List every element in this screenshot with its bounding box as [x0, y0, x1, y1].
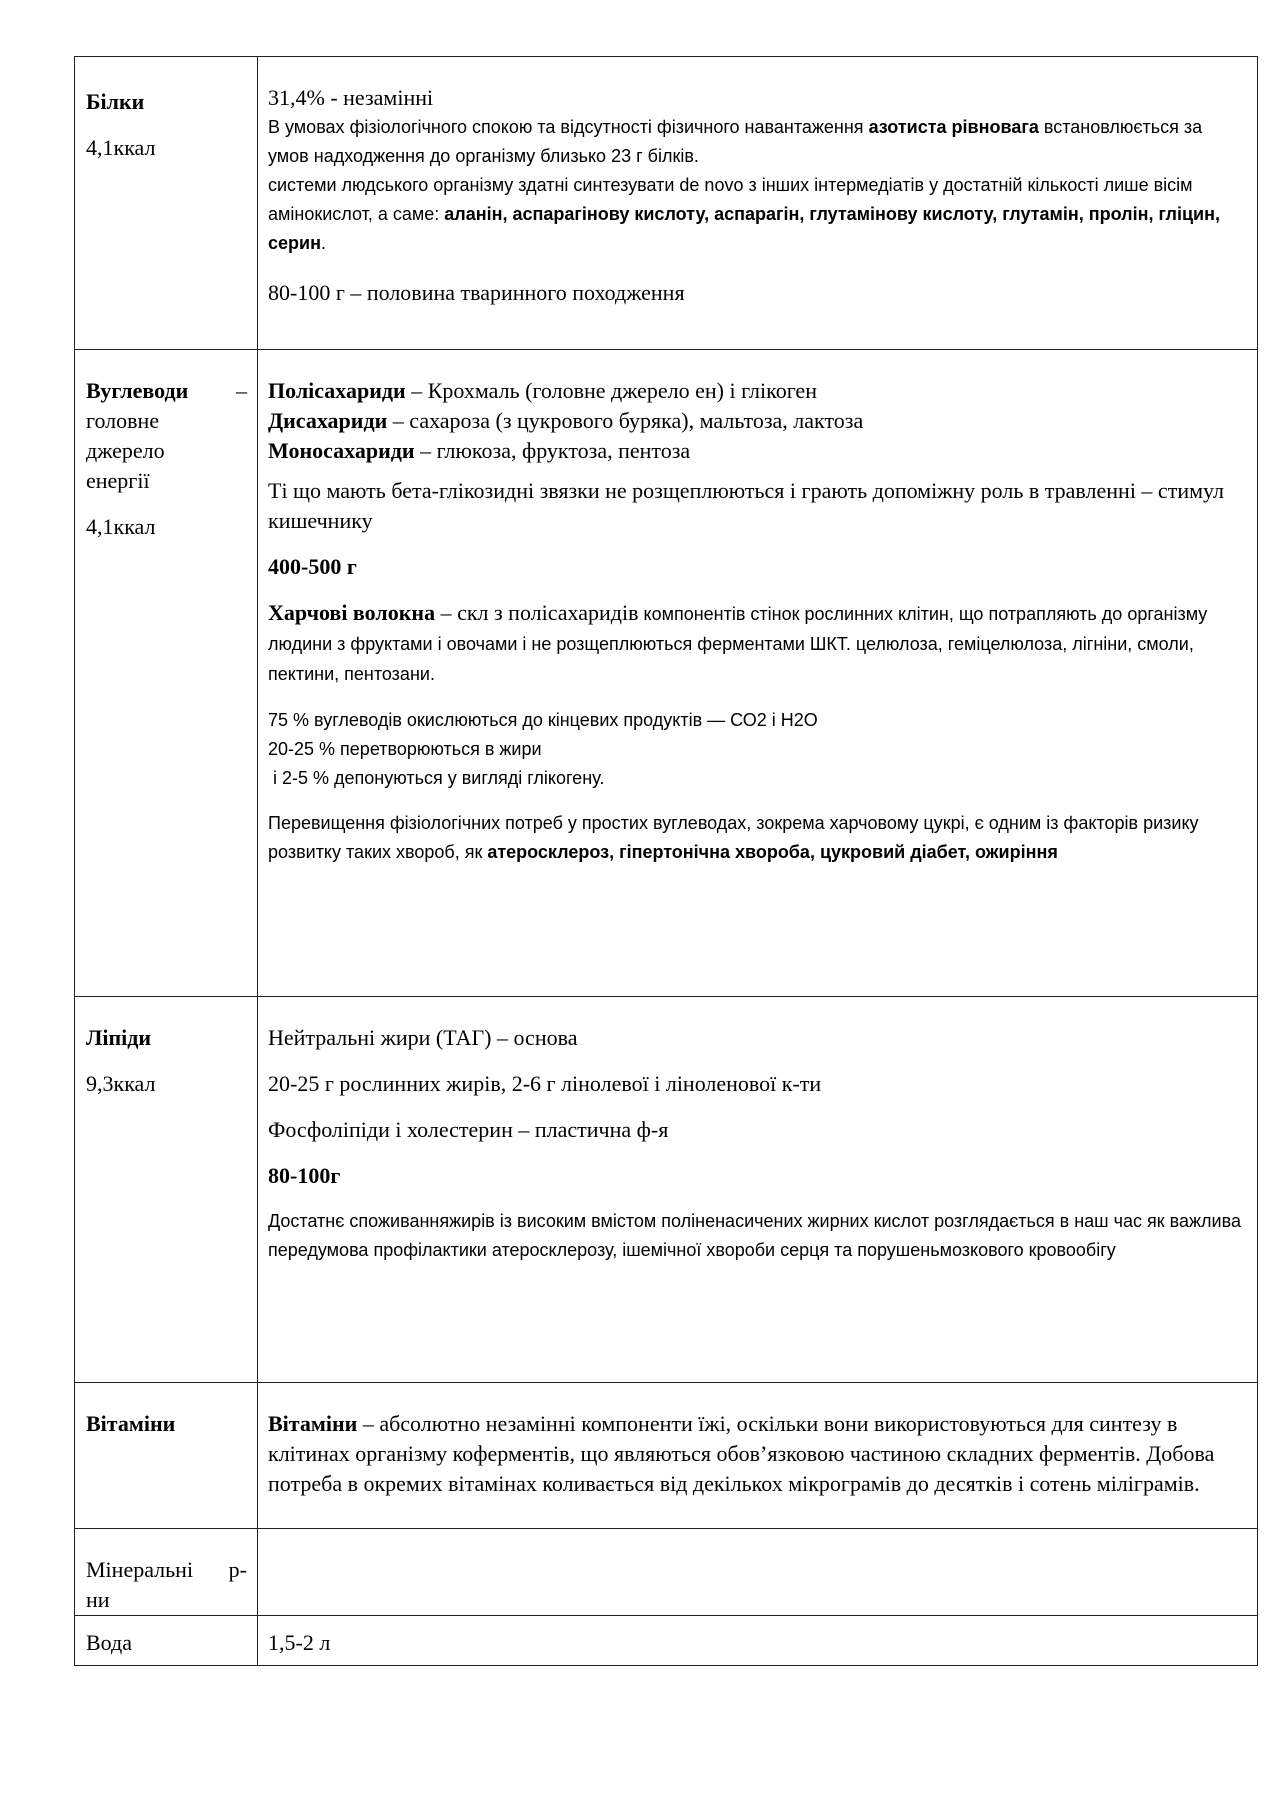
kcal-value: 9,3ккал — [86, 1071, 156, 1096]
text-bold: азотиста рівновага — [868, 117, 1039, 137]
text-span: Перевищення фізіологічних потреб у простих вуглеводах, зокрема харчовому цукрі, є одним із факторів ризику розвитку таких хвороб, як — [268, 813, 1199, 862]
label-line: джерело — [86, 438, 165, 463]
text-bold: 400-500 г — [268, 554, 357, 579]
row-label — [86, 1555, 247, 1585]
text-span: системи людського організму здатні синтезувати de novo з інших інтермедіатів у достатній кількості лише вісім амінокислот, а саме: — [268, 175, 1193, 224]
text-span: . — [320, 233, 326, 253]
row-label: Вода — [86, 1630, 132, 1655]
phospholipids: Фосфоліпіди і холестерин – пластична ф-я — [268, 1117, 669, 1142]
content-cell-lipids — [258, 997, 1258, 1383]
monosaccharides — [268, 436, 1243, 466]
kcal-value: 4,1ккал — [86, 514, 156, 539]
beta-glycosidic-text: Ті що мають бета-глікозидні звязки не розщеплюються і грають допоміжну роль в травленні – стимул кишечнику — [268, 478, 1225, 533]
label-cell-minerals — [75, 1529, 258, 1616]
table-row-carbs — [75, 350, 1258, 997]
row-label: Ліпіди — [86, 1025, 152, 1050]
table-row-lipids — [75, 997, 1258, 1383]
text-span: – скл з полісахаридів — [435, 600, 639, 625]
amino-acids-text — [268, 171, 1243, 258]
text-span: В умовах фізіологічного спокою та відсутності фізичного навантаження — [268, 117, 869, 137]
label-cell-water — [75, 1616, 258, 1666]
vitamins-text — [268, 1409, 1243, 1499]
table-row-water — [75, 1616, 1258, 1666]
oxidation-line-1: 75 % вуглеводів окислюються до кінцевих продуктів — СО2 і Н2О — [268, 710, 818, 730]
content-cell-minerals — [258, 1529, 1258, 1616]
text-bold: Моносахариди — [268, 438, 415, 463]
text-bold: атеросклероз, гіпертонічна хвороба, цукровий діабет, ожиріння — [487, 842, 1058, 862]
text-span: – сахароза (з цукрового буряка), мальтоза, лактоза — [387, 408, 864, 433]
content-cell-proteins — [258, 57, 1258, 350]
text-span: Мінеральні — [86, 1557, 194, 1582]
daily-amount: 80-100 г – половина тваринного походження — [268, 280, 685, 305]
daily-amount: 1,5-2 л — [268, 1630, 331, 1655]
polysaccharides — [268, 376, 1243, 406]
text-span: – Крохмаль (головне джерело ен) і глікоген — [405, 378, 817, 403]
text-span: компонентів стінок рослинних клітин, що потрапляють до організму людини з фруктами і овочами і не розщеплюються ферментами ШКТ. целюлоза, геміцелюлоза, лігніни, смоли, пектини, пентозани. — [268, 604, 1208, 684]
text-span: – — [236, 378, 247, 403]
nitrogen-balance-text — [268, 113, 1243, 171]
text-span: – глюкоза, фруктоза, пентоза — [414, 438, 691, 463]
label-cell-vitamins — [75, 1383, 258, 1529]
disaccharides — [268, 406, 1243, 436]
daily-amount — [268, 1161, 1243, 1191]
row-label: Білки — [86, 89, 145, 114]
row-label: Вітаміни — [86, 1411, 176, 1436]
essential-percent: 31,4% - незамінні — [268, 85, 434, 110]
table-row-vitamins — [75, 1383, 1258, 1529]
table-row-minerals — [75, 1529, 1258, 1616]
content-cell-vitamins — [258, 1383, 1258, 1529]
text-span: р- — [228, 1557, 247, 1582]
kcal-value: 4,1ккал — [86, 135, 156, 160]
row-label — [86, 376, 247, 406]
daily-amount — [268, 552, 1243, 582]
neutral-fats: Нейтральні жири (ТАГ) – основа — [268, 1025, 578, 1050]
risk-text — [268, 809, 1243, 867]
label-line: головне — [86, 408, 160, 433]
text-bold: Полісахариди — [268, 378, 406, 403]
text-bold: Вітаміни — [268, 1411, 358, 1436]
text-bold: Харчові волокна — [268, 600, 436, 625]
text-bold: Вуглеводи — [86, 378, 189, 403]
label-line: енергії — [86, 468, 150, 493]
table-row-proteins — [75, 57, 1258, 350]
oxidation-line-2: 20-25 % перетворюються в жири — [268, 739, 542, 759]
pufa-note: Достатнє споживанняжирів із високим вмістом поліненасичених жирних кислот розглядається в наш час як важлива передумова профілактики атеросклерозу, ішемічної хвороби серця та порушеньмозкового кровообігу — [268, 1211, 1241, 1260]
nutrients-table — [74, 56, 1258, 1666]
label-cell-proteins — [75, 57, 258, 350]
dietary-fiber-text — [268, 598, 1243, 690]
text-span: встановлюється за умов надходження до організму близько 23 г білків. — [268, 117, 1203, 166]
text-bold: 80-100г — [268, 1163, 341, 1188]
label-line: ни — [86, 1587, 110, 1612]
text-span: – абсолютно незамінні компоненти їжі, оскільки вони використовуються для синтезу в клітинах організму коферментів, що являються обов’язковою частиною складних ферментів. Добова потреба в окремих вітамінах коливається від декількох мікрограмів до десятків і сотень міліграмів. — [268, 1411, 1215, 1496]
text-bold: Дисахариди — [268, 408, 388, 433]
oxidation-line-3: і 2-5 % депонуються у вигляді глікогену. — [268, 768, 605, 788]
plant-fats: 20-25 г рослинних жирів, 2-6 г лінолевої і ліноленової к-ти — [268, 1071, 822, 1096]
label-cell-lipids — [75, 997, 258, 1383]
content-cell-carbs — [258, 350, 1258, 997]
text-bold: аланін, аспарагінову кислоту, аспарагін, глутамінову кислоту, глутамін, пролін, гліцин, серин — [268, 204, 1220, 253]
label-cell-carbs — [75, 350, 258, 997]
content-cell-water — [258, 1616, 1258, 1666]
